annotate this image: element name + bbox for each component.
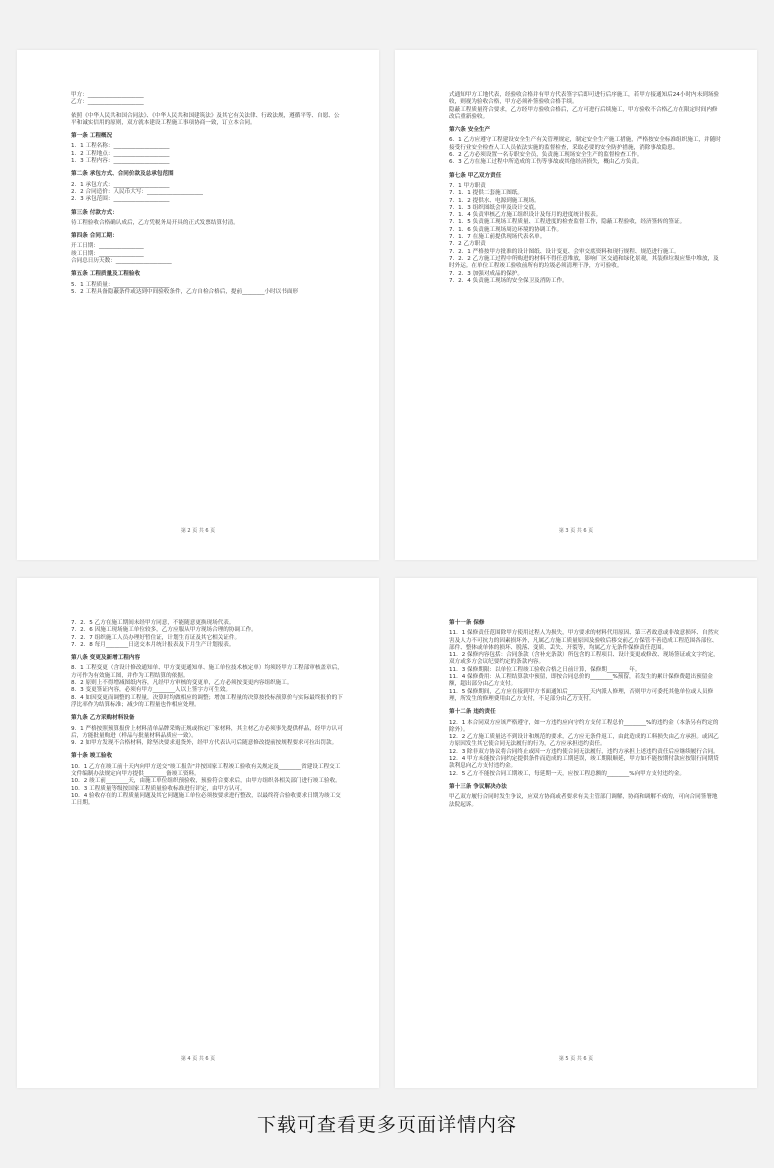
- paragraph-line: 10．4 验收存在的工程质量问题及其它问题施工单位必须按要求进行整改，以最终符合验收要求日期为竣工交工日期。: [71, 792, 341, 807]
- page-content: [449, 92, 721, 285]
- paragraph-line: 8．3 变更签证内容，必须有甲方________人以上签字方可生效。: [71, 687, 231, 694]
- paragraph-line: 1．3 工程内容：____________________: [71, 158, 170, 165]
- paragraph-line: 7．2．8 每月________日送交本月统计报表及下月生产计划报表。: [71, 641, 235, 648]
- section-heading: 第九条 乙方采购材料设备: [71, 715, 135, 722]
- document-page-2: [17, 50, 379, 560]
- paragraph-line: 7．1．6 负责施工现场周边环境的协调工作。: [449, 226, 563, 233]
- section-heading: 第十条 竣工验收: [71, 753, 113, 760]
- paragraph-line: 11．2 保修内容包括：合同条款（含补充条款）所包含的工程项目、设计变更或修改、现场签证或文字约定，双方或多方会议纪要约定的条款内容。: [449, 652, 719, 666]
- section-heading: 第七条 甲乙双方责任: [449, 172, 502, 179]
- section-heading: 第一条 工程概况: [71, 133, 113, 140]
- paragraph-line: 7．2．4 负责施工现场的安全保卫及消防工作。: [449, 277, 568, 284]
- page-content: [71, 620, 343, 808]
- paragraph-line: 1．1 工程名称：____________________: [71, 143, 170, 150]
- page-footer: 第 3 页 共 6 页: [558, 528, 594, 534]
- paragraph-line: 7．1．2 提供水、电源到施工现场。: [449, 197, 540, 204]
- paragraph-line: 2．2 合同造价：人民币大写：____________________: [71, 188, 203, 195]
- paragraph-line: 开工日期：________________: [71, 243, 144, 250]
- paragraph-line: 7．1．3 组织图纸会审及设计交底。: [449, 204, 540, 211]
- paragraph-line: 6．3 乙方在施工过程中所造成的工伤等事故或其他经济损失，概由乙方负责。: [449, 159, 643, 166]
- page-footer: 第 5 页 共 6 页: [558, 1056, 594, 1062]
- paragraph-line: 5．2 工程具备隐蔽条件或达到中间验收条件，乙方自检合格后，提前________小时以书面形: [71, 288, 299, 295]
- paragraph-line: 8．1 工程变更（含设计修改通知单、甲方变更通知单、施工单位技术核定单）均须经甲方工程部审核盖章后，方可作为有效施工图，并作为工程结算的依据。: [71, 665, 343, 679]
- paragraph-line: 9．2 如甲方发现不合格材料，除坚决要求退货外，经甲方代表认可后随意修改提前按规程要求可拉出罚款。: [71, 740, 338, 747]
- paragraph-line: 隐蔽工程质量符合要求，乙方经甲方验收合格后，乙方可进行后续施工，甲方验收不合格乙方在限定时间内修改后重新验收。: [449, 106, 718, 120]
- paragraph-line: 乙方：____________________: [71, 99, 144, 106]
- paragraph-line: 7．2．3 加强对成品的保护。: [449, 270, 523, 277]
- paragraph-line: 7．1．1 提供二套施工图纸。: [449, 190, 523, 197]
- section-heading: 第十二条 违约责任: [449, 709, 496, 716]
- paragraph-line: 2．1 承包方式：____________________: [71, 181, 170, 188]
- paragraph-line: 12．3 除非双方协议将合同终止或因一方违约使合同无法履行，违约方承担上述违约责任后应继续履行合同。: [449, 748, 719, 755]
- paragraph-line: 竣工日期：________________: [71, 250, 144, 257]
- paragraph-line: 12．4 甲方未能按合同约定提供条件而造成的工期延误，竣工期限顺延，甲方如不能按期付款应按银行同期贷款利息向乙方支付违约金。: [449, 756, 719, 770]
- paragraph-line: 7．2 乙方职责: [449, 241, 486, 248]
- paragraph-line: 式通知甲方工地代表，经验收合格并有甲方代表签字后即可进行后序施工，若甲方接通知后24小时内未到场验收，则视为验收合格，甲方必须补签验收合格手续。: [449, 92, 720, 106]
- page-content: [449, 620, 721, 809]
- download-caption: 下载可查看更多页面详情内容: [256, 1114, 517, 1136]
- paragraph-line: 9．1 严格按照预算报价上材料清单品牌采购正规或指定厂家材料，其主材乙方必须事先提供样品，经甲方认可后，方能批量购进（样品与批量材料品质应一致）。: [71, 725, 343, 739]
- section-heading: 第五条 工程质量及工程验收: [71, 271, 141, 278]
- paragraph-line: 待工程验收合格确认成后，乙方凭税务局开具的正式发票结算付清。: [71, 219, 239, 226]
- section-heading: 第十一条 保修: [449, 620, 485, 626]
- paragraph-line: 11．3 保修期限：以单位工程竣工验收合格之日前计算，保修期________年。: [449, 666, 641, 673]
- paragraph-line: 7．2．1 严格按甲方批准的设计图纸、设计变更、会审交底资料和现行规程、规范进行施工。: [449, 248, 680, 255]
- paragraph-line: 7．1．5 负责施工现场工程质量、工程进度的检查监督工作，隐蔽工程验收，经济签转的签证。: [449, 219, 686, 226]
- section-heading: 第二条 承包方式、合同价款及总承包范围: [71, 171, 174, 178]
- paragraph-line: 7．2．5 乙方在施工期间未经甲方同意，不能随意更换现场代表。: [71, 620, 235, 626]
- paragraph-line: 7．2．7 组织施工人员办理好暂住证，计划生育证及其它相关证件。: [71, 634, 241, 641]
- paragraph-line: 12．2 乙方施工质量达不到设计和规范的要求，乙方应无条件返工，由此造成的工料损失由乙方承担。或因乙方原因发生其它使合同无法履行的行为，乙方应承担违约责任。: [449, 734, 719, 748]
- paragraph-line: 依照《中华人民共和国合同法》、《中华人民共和国建筑法》及其它有关法律、行政法规，遵循平等、自愿、公平和诚实信用的原则，双方就本建设工程施工事项协商一致，订立本合同。: [71, 112, 340, 126]
- page-footer: 第 2 页 共 6 页: [180, 528, 216, 534]
- section-heading: 第四条 合同工期：: [71, 233, 118, 240]
- paragraph-line: 10．1 乙方在竣工前十天内向甲方送交"竣工报告"并按国家工程竣工验收有关规定及________省建设工程交工文件编制办法规定向甲方提供________备竣工资料。: [71, 763, 341, 778]
- paragraph-line: 7．1．4 负责审核乙方施工组织设计及每月的进度统计报表。: [449, 212, 602, 219]
- page-footer: 第 4 页 共 6 页: [180, 1056, 216, 1062]
- paragraph-line: 10．2 竣工前________天，由施工单位组织预验收，预验符合要求后，由甲方组织各相关部门进行竣工验收。: [71, 778, 341, 785]
- paragraph-line: 11．5 保修期间，乙方应在接到甲方书面通知后________天内派人修理，否则甲方可委托其他单位或人员修理，所发生的修理费用由乙方支付，不足部分由乙方支付。: [449, 688, 714, 702]
- paragraph-line: 12．1 本合同双方应该严格遵守，如一方违约应向守约方支付工程总价________%的违约金（本条另有约定的除外）。: [449, 719, 719, 733]
- paragraph-line: 1．2 工程地点：____________________: [71, 150, 170, 157]
- paragraph-line: 7．2．6 因施工现场施工单位较多，乙方应服从甲方现场合理的协调工作。: [71, 627, 257, 634]
- paragraph-line: 5．1 工程质量：____________________: [71, 281, 170, 288]
- paragraph-line: 6．2 乙方必须设置一名专职安全员，负责施工现场安全生产的监督检查工作。: [449, 152, 643, 159]
- paragraph-line: 8．2 原则上不得增减图纸内容，凡经甲方审核的变更单，乙方必须按变更内容组织施工。: [71, 680, 293, 687]
- section-heading: 第八条 变更及新增工程内容: [71, 655, 141, 662]
- paragraph-line: 合同总日历天数：____________________: [71, 258, 172, 265]
- paragraph-line: 7．1．7 在施工前提供现场代表名单。: [449, 234, 546, 241]
- paragraph-line: 6．1 乙方应遵守工程建设安全生产有关管理规定，制定安全生产施工措施，严格按安全标准组织施工，并随时接受行业安全检查人工人员依法实施的监督检查，采取必要的安全防护措施，消除事故隐患。: [449, 137, 721, 151]
- document-page-4: [17, 578, 379, 1088]
- paragraph-line: 甲方：____________________: [71, 92, 144, 98]
- paragraph-line: 7．1 甲方职责: [449, 182, 486, 189]
- section-heading: 第三条 付款方式：: [71, 209, 118, 216]
- section-heading: 第十三条 争议解决办法: [449, 783, 507, 790]
- section-heading: 第六条 安全生产: [449, 127, 491, 134]
- paragraph-line: 11．1 保修责任范围除甲方使用过程人为损失，甲方要求的材料代用原因、第三者故意或非故意损坏、自然灾害及人力不可抗力的因素损坏外，凡属乙方施工质量原因及验收后移交前乙方保管不善造成工程范围各部位、部件、整体或单体的损坏、脱落、变质、丢失、开裂等，均属乙方无条件保修责任范围。: [449, 630, 719, 651]
- document-page-5: [395, 578, 757, 1088]
- paragraph-line: 7．2．2 乙方施工过程中所购进的材料不得任意堆放，影响厂区交通和绿化景观，其装修垃圾应集中堆放，及时外运。在单位工程竣工验收前所有的垃圾必须清理干净，方可验收。: [449, 255, 719, 270]
- paragraph-line: 2．3 承包范围：____________________: [71, 196, 170, 203]
- page-content: [71, 92, 343, 296]
- paragraph-line: 8．4 如因变更而调整的工程量，决算时均做相应的调整；增加工程量的决算按投标预算价与实际最终报价的下浮比率作为结算标准；减少的工程量也作相应处理。: [71, 694, 343, 708]
- paragraph-line: 甲乙双方履行合同时发生争议，应双方协商或者要求有关主管部门调解，协商和调解不成的，可向合同签署地法院起诉。: [449, 794, 718, 808]
- paragraph-line: 10．3 工程质量等级按国家工程质量验收标准进行评定，由甲方认可。: [71, 785, 246, 792]
- paragraph-line: 12．5 乙方不能按合同工期竣工，每延期一天，应按工程总额的________%向甲方支付违约金。: [449, 770, 685, 777]
- document-page-3: [395, 50, 757, 560]
- paragraph-line: 11．4 保修费用：从工程结算款中预留，即按合同总价的________%预留，若发生的累计保修费超出预留金额，超出部分由乙方支付。: [449, 674, 713, 688]
